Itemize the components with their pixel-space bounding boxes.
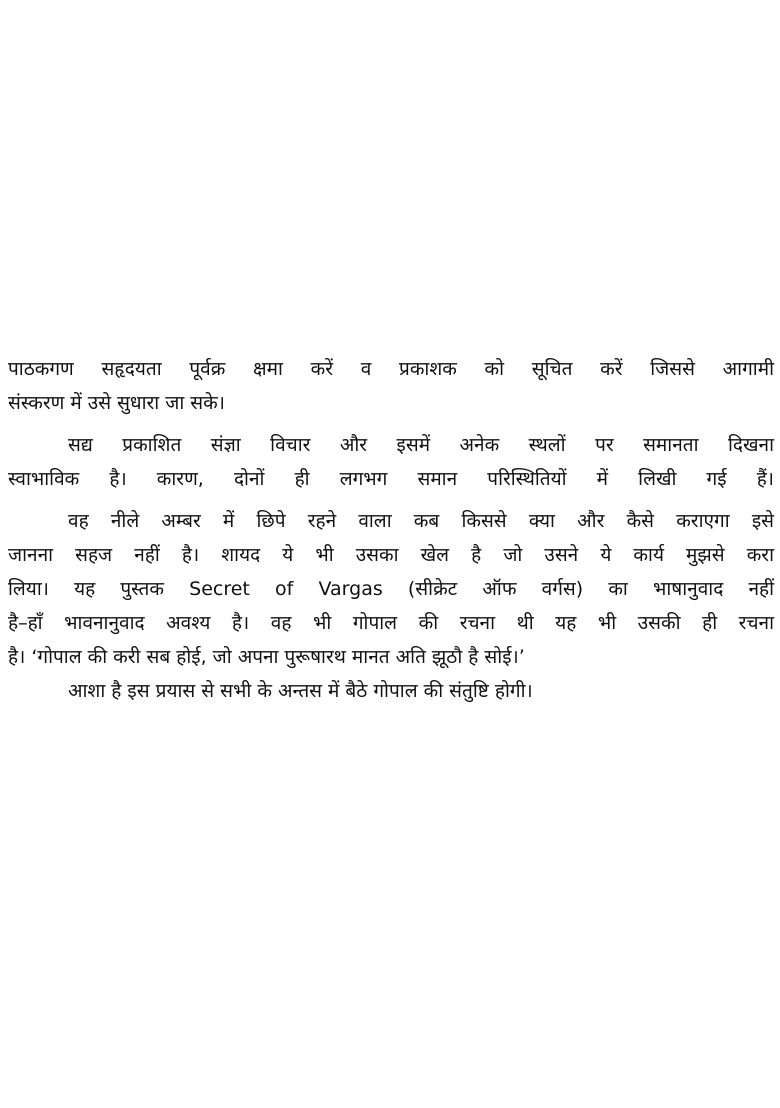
- text-line: है–हाँ भावनानुवाद अवश्य है। वह भी गोपाल की रचना थी यह भी उसकी ही रचना: [8, 612, 774, 634]
- text-line: लिया। यह पुस्तक Secret of Vargas (सीक्रेट ऑफ वर्गस) का भाषानुवाद नहीं: [8, 578, 774, 600]
- paragraph-secret-of-vargas: [8, 504, 774, 674]
- paragraph-errata-request: [8, 352, 774, 420]
- text-line: जानना सहज नहीं है। शायद ये भी उसका खेल है जो उसने ये कार्य मुझसे करा: [8, 544, 774, 566]
- text-line: स्वाभाविक है। कारण, दोनों ही लगभग समान परिस्थितियों में लिखी गई हैं।: [8, 468, 774, 490]
- text-line: पाठकगण सहृदयता पूर्वक्र क्षमा करें व प्रकाशक को सूचित करें जिससे आगामी: [8, 358, 774, 380]
- text-line: संस्करण में उसे सुधारा जा सके।: [8, 392, 225, 414]
- paragraph-spacer: [8, 496, 774, 504]
- body-text: [8, 352, 774, 708]
- text-line: है। ‘गोपाल की करी सब होई, जो अपना पुरूषारथ मानत अति झूठौ है सोई।’: [8, 646, 525, 668]
- paragraph-hope: [8, 674, 774, 708]
- paragraph-sangya-vichar: [8, 428, 774, 496]
- text-line: सद्य प्रकाशित संज्ञा विचार और इसमें अनेक स्थलों पर समानता दिखना: [68, 434, 774, 456]
- text-line: वह नीले अम्बर में छिपे रहने वाला कब किससे क्या और कैसे कराएगा इसे: [68, 510, 774, 532]
- text-line: आशा है इस प्रयास से सभी के अन्तस में बैठे गोपाल की संतुष्टि होगी।: [68, 680, 533, 702]
- paragraph-spacer: [8, 420, 774, 428]
